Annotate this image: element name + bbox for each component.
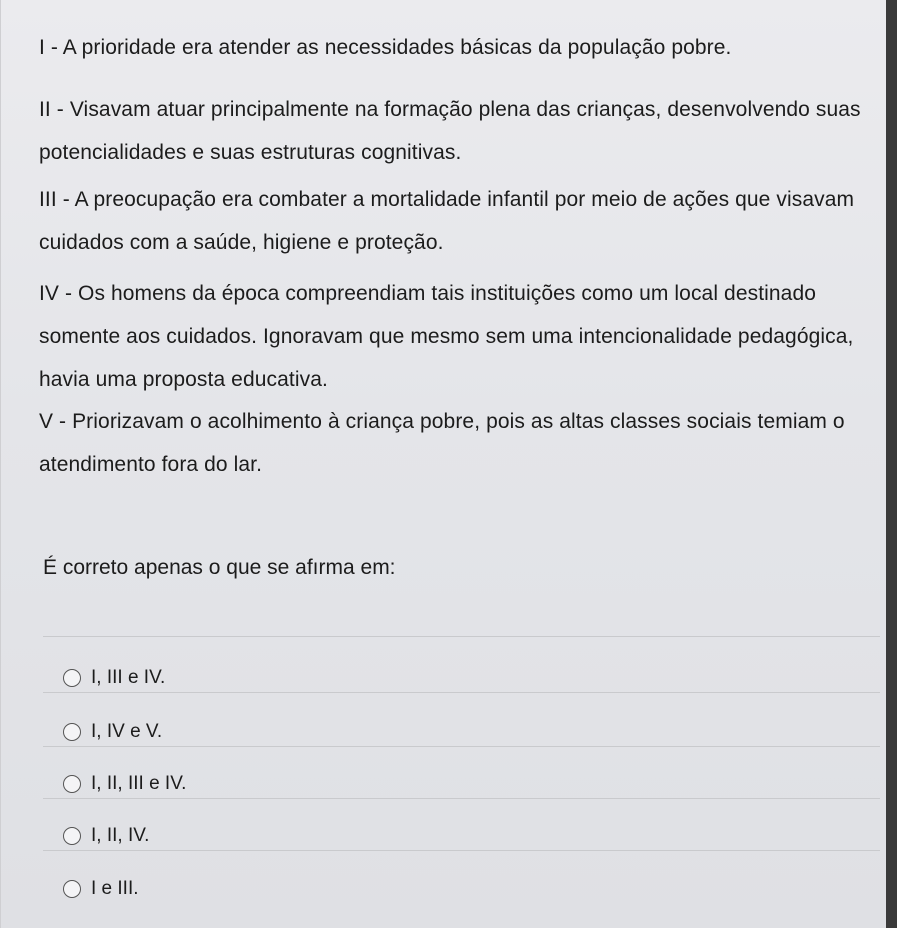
divider	[43, 746, 880, 747]
statement-4: IV - Os homens da época compreendiam tais instituições como um local destinado somente aos cuidados. Ignoravam que mesmo sem uma intencionalidade pedagógica, havia uma proposta educativa.	[39, 282, 854, 391]
radio-button-icon[interactable]	[63, 723, 81, 741]
answer-option-label: I e III.	[91, 878, 139, 899]
answer-option-3[interactable]	[63, 769, 186, 799]
divider	[43, 798, 880, 799]
answer-option-label: I, IV e V.	[91, 721, 163, 742]
answer-option-label: I, II, III e IV.	[91, 773, 187, 794]
radio-button-icon[interactable]	[63, 669, 81, 687]
answer-option-label: I, II, IV.	[91, 825, 150, 846]
answer-option-5[interactable]	[63, 874, 139, 904]
divider	[43, 692, 880, 693]
answer-option-2[interactable]	[63, 717, 162, 747]
radio-button-icon[interactable]	[63, 880, 81, 898]
statement-1: I - A prioridade era atender as necessidades básicas da população pobre.	[39, 36, 732, 59]
question-prompt: É correto apenas o que se afırma em:	[43, 556, 396, 579]
answer-option-4[interactable]	[63, 821, 149, 851]
statement-3: III - A preocupação era combater a mortalidade infantil por meio de ações que visavam cuidados com a saúde, higiene e proteção.	[39, 188, 855, 254]
answer-option-label: I, III e IV.	[91, 667, 166, 688]
radio-button-icon[interactable]	[63, 827, 81, 845]
radio-button-icon[interactable]	[63, 775, 81, 793]
statement-2: II - Visavam atuar principalmente na formação plena das crianças, desenvolvendo suas potencialidades e suas estruturas cognitivas.	[39, 98, 861, 164]
divider	[43, 850, 880, 851]
divider	[43, 636, 880, 637]
answer-option-1[interactable]	[63, 663, 165, 693]
statement-5: V - Priorizavam o acolhimento à criança pobre, pois as altas classes sociais temiam o atendimento fora do lar.	[39, 410, 845, 476]
